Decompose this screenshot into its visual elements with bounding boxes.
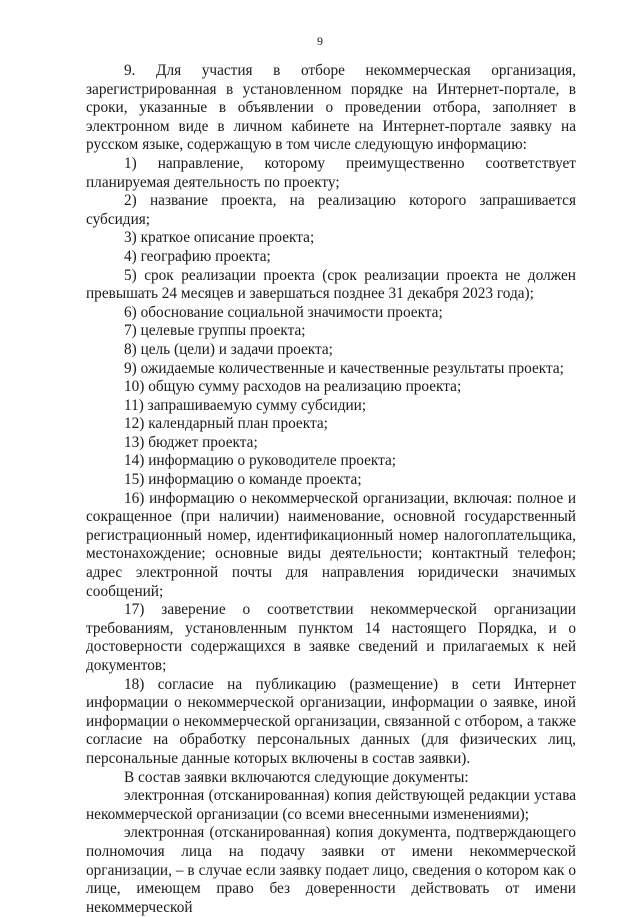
list-item-5: 5) срок реализации проекта (срок реализации проекта не должен превышать 24 месяцев и завершаться позднее 31 декабря 2023 года); [86,266,576,303]
list-item-4: 4) географию проекта; [124,247,271,265]
list-item-6: 6) обоснование социальной значимости проекта; [124,303,443,321]
list-item-3: 3) краткое описание проекта; [124,229,315,247]
list-item-9: 9) ожидаемые количественные и качественные результаты проекта; [124,359,564,377]
list-item-11: 11) запрашиваемую сумму субсидии; [124,396,367,414]
list-item-15: 15) информацию о команде проекта; [124,471,362,489]
list-item-18: 18) согласие на публикацию (размещение) в сети Интернет информации о некоммерческой организации, информации о заявке, иной информации о некоммерческой организации, связанной с отбором, а также согласие на обработку персональных данных (для физических лиц, персональные данные которых включены в состав заявки). [86,675,576,767]
document-item-authority-copy: электронная (отсканированная) копия документа, подтверждающего полномочия лица на подачу заявки от имени некоммерческой организации, – в случае если заявку подает лицо, сведения о котором как о лице, имеющем право без доверенности действовать от имени некоммерческой [86,824,576,916]
document-body [86,62,576,917]
list-item-1: 1) направление, которому преимущественно соответствует планируемая деятельность по проекту; [86,154,576,191]
document-item-charter-copy: электронная (отсканированная) копия действующей редакции устава некоммерческой организации (со всеми внесенными изменениями); [86,787,576,823]
list-item-7: 7) целевые группы проекта; [124,322,306,340]
list-item-14: 14) информацию о руководителе проекта; [124,452,397,470]
list-item-8: 8) цель (цели) и задачи проекта; [124,340,333,358]
list-item-13: 13) бюджет проекта; [124,433,258,451]
list-item-2: 2) название проекта, на реализацию которого запрашивается субсидия; [86,192,576,228]
list-item-16: 16) информацию о некоммерческой организации, включая: полное и сокращенное (при наличии) наименование, основной государственный регистрационный номер, идентификационный номер налогоплательщика, местонахождение; основные виды деятельности; контактный телефон; адрес электронной почты для направления юридически значимых сообщений; [86,489,576,600]
paragraph-9-intro: 9. Для участия в отборе некоммерческая организация, зарегистрированная в установленном порядке на Интернет-портале, в сроки, указанные в объявлении о проведении отбора, заполняет в электронном виде в личном кабинете на Интернет-портале заявку на русском языке, содержащую в том числе следующую информацию: [86,62,576,154]
list-item-10: 10) общую сумму расходов на реализацию проекта; [124,378,462,396]
page-number: 9 [317,34,323,48]
list-item-12: 12) календарный план проекта; [124,415,328,433]
documents-intro: В состав заявки включаются следующие документы: [124,768,469,786]
list-item-17: 17) заверение о соответствии некоммерческой организации требованиям, установленным пунктом 14 настоящего Порядка, и о достоверности содержащихся в заявке сведений и прилагаемых к ней документов; [86,601,576,674]
